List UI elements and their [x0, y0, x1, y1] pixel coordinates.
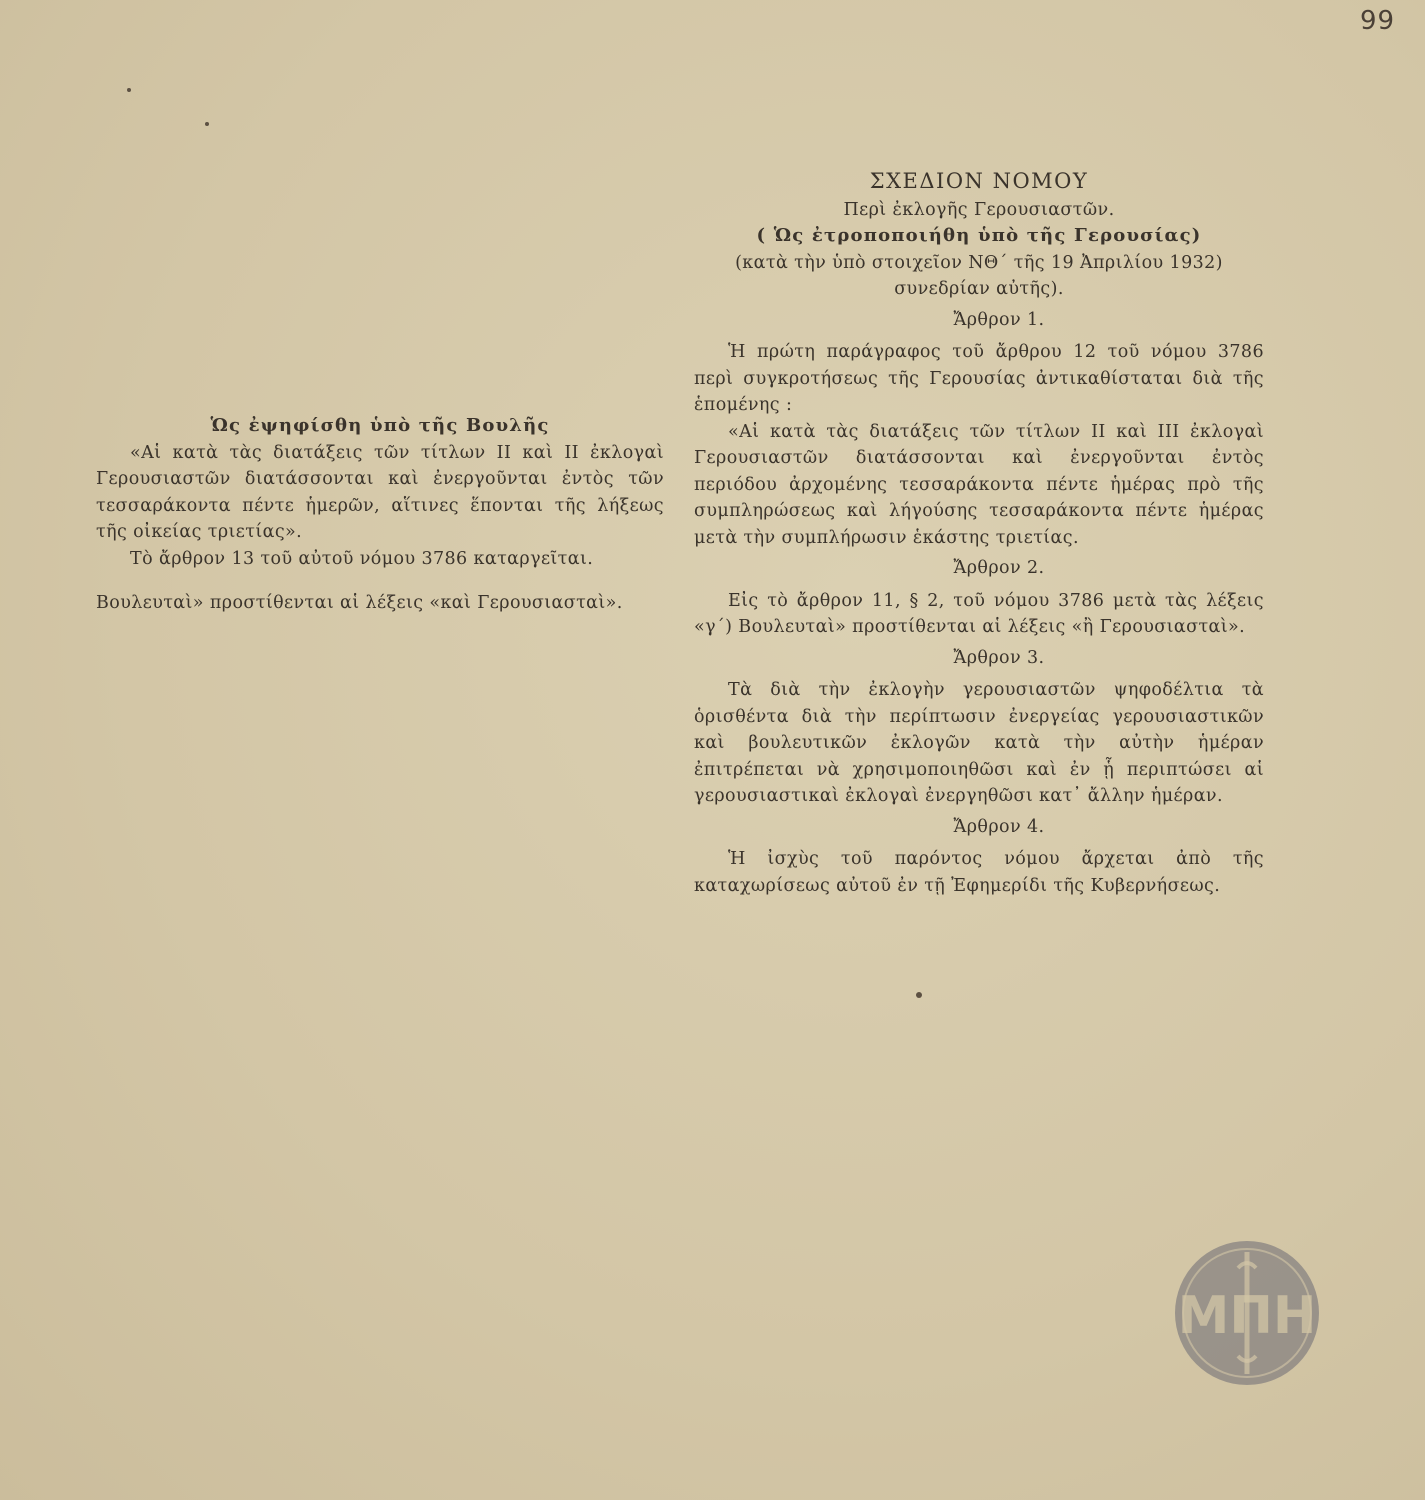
- left-paragraph-3: Βουλευταὶ» προστίθενται αἱ λέξεις «καὶ Γερουσιασταὶ».: [96, 593, 623, 613]
- article-3-paragraph-1: Τὰ διὰ τὴν ἐκλογὴν γερουσιαστῶν ψηφοδέλτια τὰ ὁρισθέντα διὰ τὴν περίπτωσιν ἐνεργείας γερουσιαστικῶν καὶ βουλευτικῶν ἐκλογῶν κατὰ τὴν αὐτὴν ἡμέραν ἐπιτρέπεται νὰ χρησιμοποιηθῶσι καὶ ἐν ᾗ περιπτώσει αἱ γερουσιαστικαὶ ἐκλογαὶ ἐνεργηθῶσι κατ᾿ ἄλλην ἡμέραν.: [694, 680, 1264, 806]
- archive-seal-icon: [1172, 1238, 1322, 1388]
- paper-speck: [205, 122, 209, 126]
- article-1-title: Ἄρθρον 1.: [953, 309, 1045, 330]
- article-4-paragraph-1: Ἡ ἰσχὺς τοῦ παρόντος νόμου ἄρχεται ἀπὸ τῆς καταχωρίσεως αὐτοῦ ἐν τῇ Ἐφημερίδι τῆς Κυβερνήσεως.: [694, 849, 1264, 896]
- left-column: [96, 413, 664, 617]
- article-3-title: Ἄρθρον 3.: [953, 647, 1045, 668]
- session-line-2: συνεδρίαν αὐτῆς).: [894, 279, 1064, 299]
- draft-law-title: ΣΧΕΔΙΟΝ ΝΟΜΟΥ: [869, 169, 1089, 193]
- right-column: [694, 168, 1264, 899]
- left-paragraph-1: «Αἱ κατὰ τὰς διατάξεις τῶν τίτλων ΙΙ καὶ ΙΙ ἐκλογαὶ Γερουσιαστῶν διατάσσονται καὶ ἐνεργοῦνται ἐντὸς τῶν τεσσαράκοντα πέντε ἡμερῶν, αἵτινες ἕπονται τῆς λήξεως τῆς οἰκείας τριετίας».: [96, 442, 664, 542]
- article-1-paragraph-2: «Αἱ κατὰ τὰς διατάξεις τῶν τίτλων ΙΙ καὶ ΙΙΙ ἐκλογαὶ Γερουσιαστῶν διατάσσονται καὶ ἐνεργοῦνται ἐντὸς περιόδου ἀρχομένης τεσσαράκοντα πέντε ἡμέρας πρὸ τῆς συμπληρώσεως καὶ λήγούσης τεσσαράκοντα πέντε ἡμέρας μετὰ τὴν συμπλήρωσιν ἑκάστης τριετίας.: [694, 421, 1264, 548]
- paper-speck: [916, 992, 922, 998]
- spacer: [96, 572, 664, 590]
- article-1-paragraph-1: Ἡ πρώτη παράγραφος τοῦ ἄρθρου 12 τοῦ νόμου 3786 περὶ συγκροτήσεως τῆς Γερουσίας ἀντικαθίσταται διὰ τῆς ἑπομένης :: [694, 342, 1264, 415]
- draft-law-subtitle: Περὶ ἐκλογῆς Γερουσιαστῶν.: [843, 199, 1115, 220]
- left-heading: Ὡς ἐψηφίσθη ὑπὸ τῆς Βουλῆς: [210, 415, 550, 436]
- article-4-title: Ἄρθρον 4.: [953, 816, 1045, 837]
- article-2-paragraph-1: Εἰς τὸ ἄρθρον 11, § 2, τοῦ νόμου 3786 μετὰ τὰς λέξεις «γ΄) Βουλευταὶ» προστίθενται αἱ λέξεις «ἢ Γερουσιασταὶ».: [694, 590, 1264, 637]
- left-paragraph-2: Τὸ ἄρθρον 13 τοῦ αὐτοῦ νόμου 3786 καταργεῖται.: [130, 548, 594, 569]
- article-2-title: Ἄρθρον 2.: [953, 558, 1045, 578]
- session-line-1: (κατὰ τὴν ὑπὸ στοιχεῖον ΝΘ΄ τῆς 19 Ἀπριλίου 1932): [735, 252, 1223, 273]
- amended-heading: ( Ὡς ἐτροποποιήθη ὑπὸ τῆς Γερουσίας): [756, 225, 1202, 246]
- page-number: 99: [1360, 6, 1396, 36]
- seal-text: ΜΠΗ: [1177, 1286, 1317, 1346]
- paper-speck: [127, 88, 131, 92]
